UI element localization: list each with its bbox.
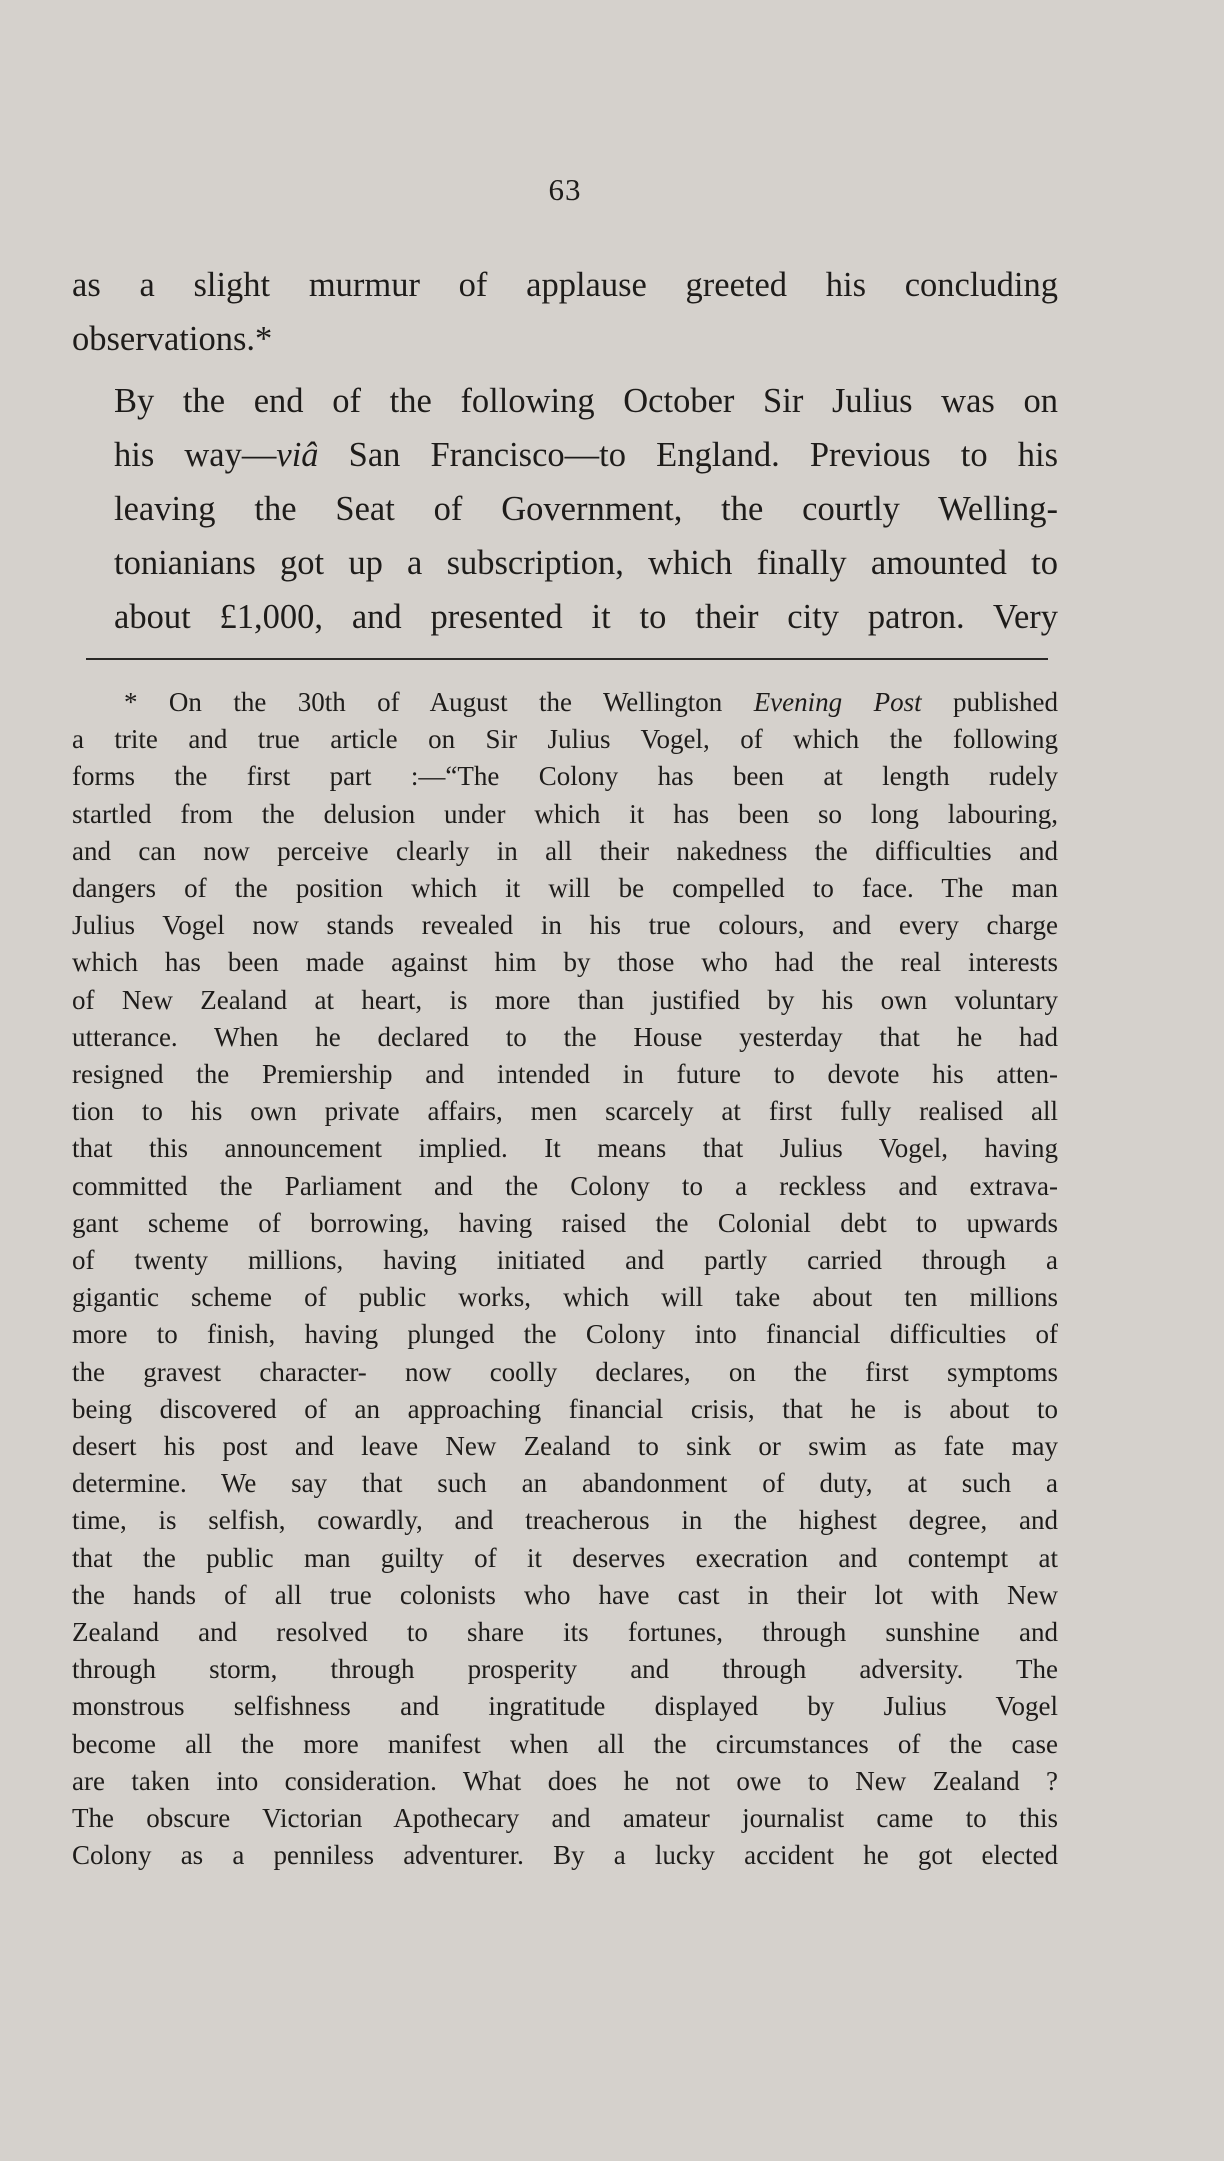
footnote-line: desert his post and leave New Zealand to sink or swim as fate may: [72, 1431, 1058, 1462]
text-line: observations.*: [72, 320, 273, 358]
text-fragment: his way—: [114, 436, 277, 474]
footnote-line: resigned the Premiership and intended in future to devote his atten-: [72, 1059, 1058, 1090]
footnote: [72, 684, 1058, 1875]
footnote-line: monstrous selfishness and ingratitude displayed by Julius Vogel: [72, 1691, 1058, 1722]
footnote-line: utterance. When he declared to the House yesterday that he had: [72, 1021, 1058, 1052]
italic-text: viâ: [276, 436, 319, 474]
footnote-line: more to finish, having plunged the Colony into financial difficulties of: [72, 1319, 1058, 1350]
footnote-line: committed the Parliament and the Colony to a reckless and extrava-: [72, 1170, 1058, 1201]
footnote-line: through storm, through prosperity and through adversity. The: [72, 1654, 1058, 1685]
text-line: about £1,000, and presented it to their city patron. Very: [114, 598, 1058, 636]
footnote-line: and can now perceive clearly in all their nakedness the difficulties and: [72, 835, 1058, 866]
footnote-line: that this announcement implied. It means that Julius Vogel, having: [72, 1133, 1058, 1164]
text-fragment: San Francisco—to England. Previous to his: [318, 436, 1058, 474]
footnote-line: the hands of all true colonists who have cast in their lot with New: [72, 1579, 1058, 1610]
paragraph-continuation: [72, 258, 1058, 366]
footnote-line: being discovered of an approaching financial crisis, that he is about to: [72, 1393, 1058, 1424]
footnote-line: are taken into consideration. What does he not owe to New Zealand ?: [72, 1765, 1058, 1796]
text-fragment: published: [921, 687, 1058, 717]
footnote-line: which has been made against him by those who had the real interests: [72, 947, 1058, 978]
footnote-line: the gravest character- now coolly declares, on the first symptoms: [72, 1356, 1058, 1387]
paragraph: [72, 374, 1058, 644]
text-line: leaving the Seat of Government, the courtly Welling-: [114, 490, 1058, 528]
footnote-separator: [86, 658, 1048, 660]
footnote-line: that the public man guilty of it deserves execration and contempt at: [72, 1542, 1058, 1573]
footnote-line: forms the first part :—“The Colony has been at length rudely: [72, 761, 1058, 792]
footnote-line: gant scheme of borrowing, having raised the Colonial debt to upwards: [72, 1207, 1058, 1238]
footnote-line: tion to his own private affairs, men scarcely at first fully realised all: [72, 1096, 1058, 1127]
text-line: [72, 428, 1058, 482]
footnote-line: a trite and true article on Sir Julius Vogel, of which the following: [72, 724, 1058, 755]
text-line: tonianians got up a subscription, which finally amounted to: [114, 544, 1058, 582]
footnote-line: of New Zealand at heart, is more than justified by his own voluntary: [72, 984, 1058, 1015]
italic-text: Evening Post: [753, 687, 922, 717]
footnote-line: Zealand and resolved to share its fortunes, through sunshine and: [72, 1617, 1058, 1648]
text-fragment: * On the 30th of August the Wellington: [124, 687, 754, 717]
footnote-line: gigantic scheme of public works, which will take about ten millions: [72, 1282, 1058, 1313]
main-text: [72, 258, 1058, 644]
footnote-line: time, is selfish, cowardly, and treacherous in the highest degree, and: [72, 1505, 1058, 1536]
text-line: as a slight murmur of applause greeted his concluding: [72, 266, 1058, 304]
footnote-line: The obscure Victorian Apothecary and amateur journalist came to this: [72, 1803, 1058, 1834]
footnote-line: become all the more manifest when all the circumstances of the case: [72, 1728, 1058, 1759]
footnote-line: dangers of the position which it will be compelled to face. The man: [72, 873, 1058, 904]
footnote-line: [72, 684, 1058, 721]
footnote-line: Julius Vogel now stands revealed in his true colours, and every charge: [72, 910, 1058, 941]
footnote-line: startled from the delusion under which it has been so long labouring,: [72, 798, 1058, 829]
page-number: 63: [548, 172, 582, 207]
footnote-line: Colony as a penniless adventurer. By a lucky accident he got elected: [72, 1840, 1058, 1871]
text-line: By the end of the following October Sir Julius was on: [114, 382, 1058, 420]
footnote-line: determine. We say that such an abandonment of duty, at such a: [72, 1468, 1058, 1499]
footnote-line: of twenty millions, having initiated and partly carried through a: [72, 1245, 1058, 1276]
